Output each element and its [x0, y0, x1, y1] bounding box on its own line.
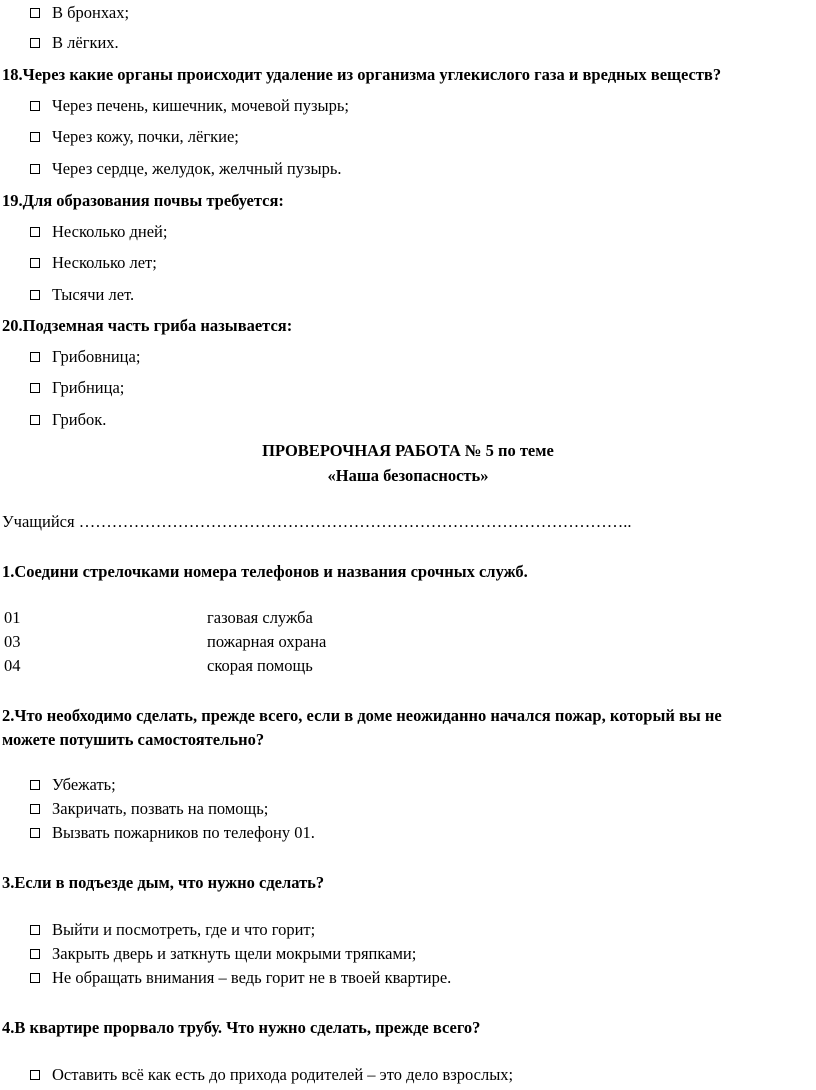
task-3-title: 3.Если в подъезде дым, что нужно сделать? [2, 873, 325, 892]
service-name[interactable]: газовая служба [207, 608, 313, 627]
service-name[interactable]: пожарная охрана [207, 632, 327, 651]
question-18-title: 18.Через какие органы происходит удаление из организма углекислого газа и вредных веществ? [2, 65, 722, 84]
checkbox[interactable] [30, 415, 40, 425]
option-checkbox-item[interactable] [30, 96, 349, 116]
checkbox[interactable] [30, 828, 40, 838]
option-label: Не обращать внимания – ведь горит не в твоей квартире. [52, 968, 452, 987]
service-name[interactable]: скорая помощь [207, 656, 313, 675]
phone-number[interactable]: 03 [4, 632, 21, 651]
option-label: Закричать, позвать на помощь; [52, 799, 269, 818]
checkbox[interactable] [30, 8, 40, 18]
option-label: Через печень, кишечник, мочевой пузырь; [52, 96, 349, 115]
option-checkbox-item[interactable] [30, 347, 140, 367]
checkbox[interactable] [30, 1070, 40, 1080]
option-label: Оставить всё как есть до прихода родителей – это дело взрослых; [52, 1065, 514, 1084]
checkbox[interactable] [30, 132, 40, 142]
option-checkbox-item[interactable] [30, 33, 119, 53]
option-checkbox-item[interactable] [30, 285, 134, 305]
option-checkbox-item[interactable] [30, 1065, 513, 1085]
question-19-title: 19.Для образования почвы требуется: [2, 191, 284, 210]
option-label: Тысячи лет. [52, 285, 135, 304]
option-label: Через кожу, почки, лёгкие; [52, 127, 239, 146]
checkbox[interactable] [30, 352, 40, 362]
option-checkbox-item[interactable] [30, 222, 167, 242]
checkbox[interactable] [30, 164, 40, 174]
phone-number[interactable]: 01 [4, 608, 21, 627]
checkbox[interactable] [30, 925, 40, 935]
option-label: Убежать; [52, 775, 116, 794]
option-label: Несколько лет; [52, 253, 157, 272]
option-label: Через сердце, желудок, желчный пузырь. [52, 159, 342, 178]
option-checkbox-item[interactable] [30, 799, 268, 819]
option-label: В бронхах; [52, 3, 130, 22]
checkbox[interactable] [30, 949, 40, 959]
option-checkbox-item[interactable] [30, 944, 416, 964]
option-checkbox-item[interactable] [30, 968, 451, 988]
test-topic: «Наша безопасность» [327, 466, 489, 485]
checkbox[interactable] [30, 227, 40, 237]
checkbox[interactable] [30, 38, 40, 48]
option-label: Грибница; [52, 378, 125, 397]
checkbox[interactable] [30, 383, 40, 393]
student-name-field[interactable]: Учащийся ……………………………………………………………………………………….. [2, 512, 632, 531]
option-label: Грибовница; [52, 347, 141, 366]
checkbox[interactable] [30, 973, 40, 983]
task-2-title: 2.Что необходимо сделать, прежде всего, если в доме неожиданно начался пожар, который вы не [2, 706, 722, 725]
option-checkbox-item[interactable] [30, 410, 106, 430]
option-checkbox-item[interactable] [30, 3, 129, 23]
checkbox[interactable] [30, 258, 40, 268]
option-label: Несколько дней; [52, 222, 168, 241]
test-heading: ПРОВЕРОЧНАЯ РАБОТА № 5 по теме [262, 441, 554, 460]
option-checkbox-item[interactable] [30, 823, 315, 843]
option-checkbox-item[interactable] [30, 378, 124, 398]
checkbox[interactable] [30, 780, 40, 790]
option-label: Вызвать пожарников по телефону 01. [52, 823, 315, 842]
checkbox[interactable] [30, 101, 40, 111]
option-label: В лёгких. [52, 33, 119, 52]
option-label: Грибок. [52, 410, 107, 429]
option-checkbox-item[interactable] [30, 253, 157, 273]
checkbox[interactable] [30, 804, 40, 814]
task-1-title: 1.Соедини стрелочками номера телефонов и названия срочных служб. [2, 562, 528, 581]
option-checkbox-item[interactable] [30, 127, 239, 147]
question-20-title: 20.Подземная часть гриба называется: [2, 316, 293, 335]
option-checkbox-item[interactable] [30, 920, 315, 940]
phone-number[interactable]: 04 [4, 656, 21, 675]
option-label: Закрыть дверь и заткнуть щели мокрыми тряпками; [52, 944, 417, 963]
checkbox[interactable] [30, 290, 40, 300]
task-2-title-cont: можете потушить самостоятельно? [2, 730, 265, 749]
option-label: Выйти и посмотреть, где и что горит; [52, 920, 316, 939]
option-checkbox-item[interactable] [30, 159, 342, 179]
option-checkbox-item[interactable] [30, 775, 116, 795]
task-4-title: 4.В квартире прорвало трубу. Что нужно сделать, прежде всего? [2, 1018, 481, 1037]
